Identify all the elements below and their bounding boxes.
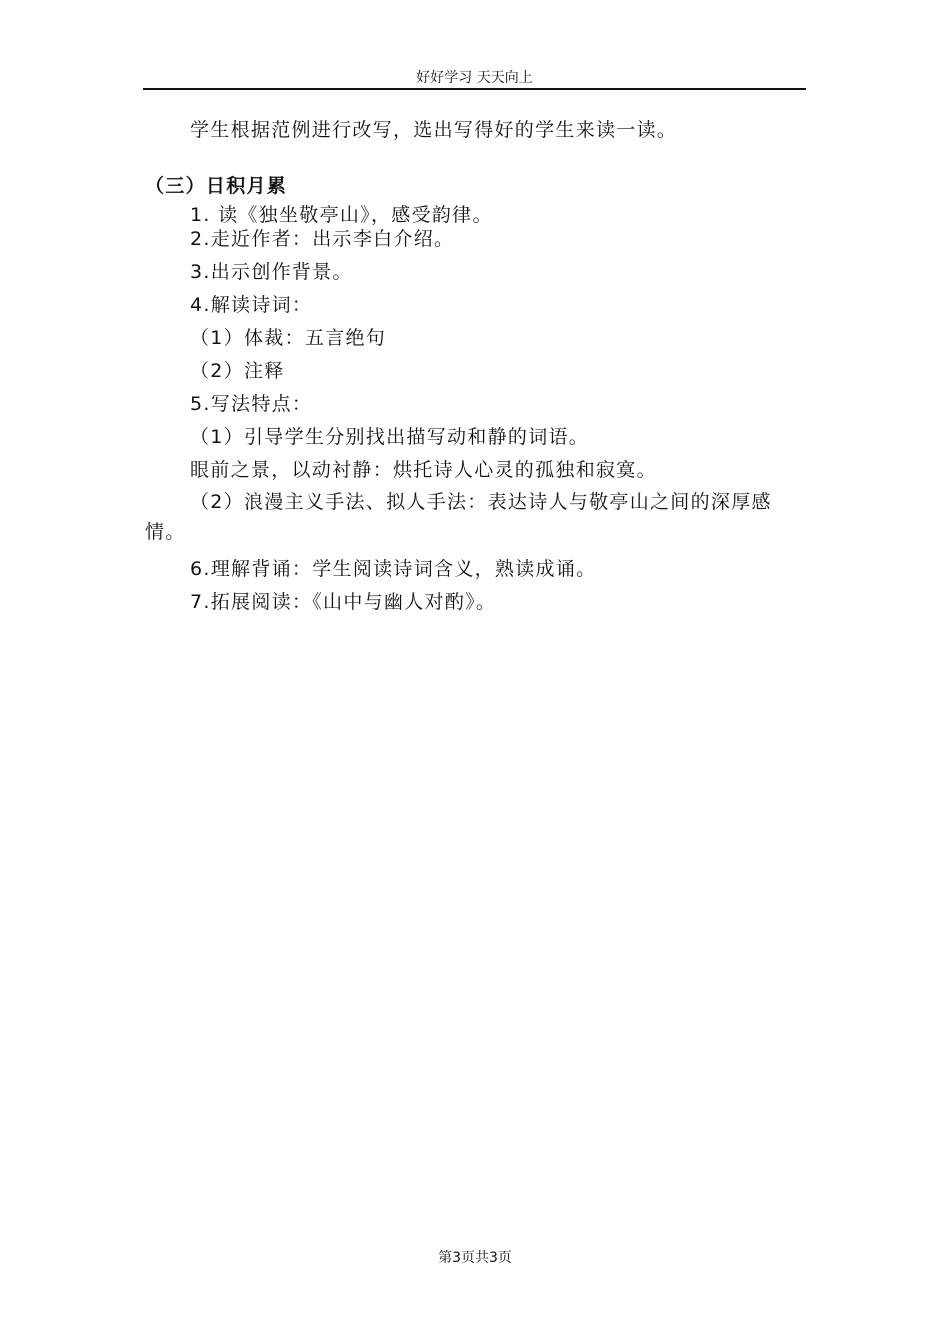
page-number: 第3页共3页	[438, 1250, 512, 1266]
list-item-1: 1. 读《独坐敬亭山》，感受韵律。	[190, 204, 493, 226]
header-divider	[143, 88, 806, 90]
list-item-5-note: 眼前之景，以动衬静：烘托诗人心灵的孤独和寂寞。	[190, 459, 657, 481]
list-item-6: 6.理解背诵：学生阅读诗词含义，熟读成诵。	[190, 558, 597, 580]
list-item-5-sub-1: （1）引导学生分别找出描写动和静的词语。	[190, 426, 590, 448]
list-item-4-sub-2: （2）注释	[190, 360, 285, 382]
list-item-5: 5.写法特点：	[190, 393, 313, 415]
list-item-4-sub-1: （1）体裁：五言绝句	[190, 327, 387, 349]
list-item-2: 2.走近作者：出示李白介绍。	[190, 228, 455, 250]
section-heading: （三）日积月累	[145, 175, 288, 197]
page-header: 好好学习 天天向上	[416, 70, 533, 86]
list-item-7: 7.拓展阅读：《山中与幽人对酌》。	[190, 591, 497, 613]
list-item-5-sub-2: （2）浪漫主义手法、拟人手法：表达诗人与敬亭山之间的深厚感情。	[145, 491, 772, 543]
list-item-4: 4.解读诗词：	[190, 294, 313, 316]
intro-paragraph: 学生根据范例进行改写，选出写得好的学生来读一读。	[190, 119, 678, 141]
list-item-3: 3.出示创作背景。	[190, 261, 353, 283]
